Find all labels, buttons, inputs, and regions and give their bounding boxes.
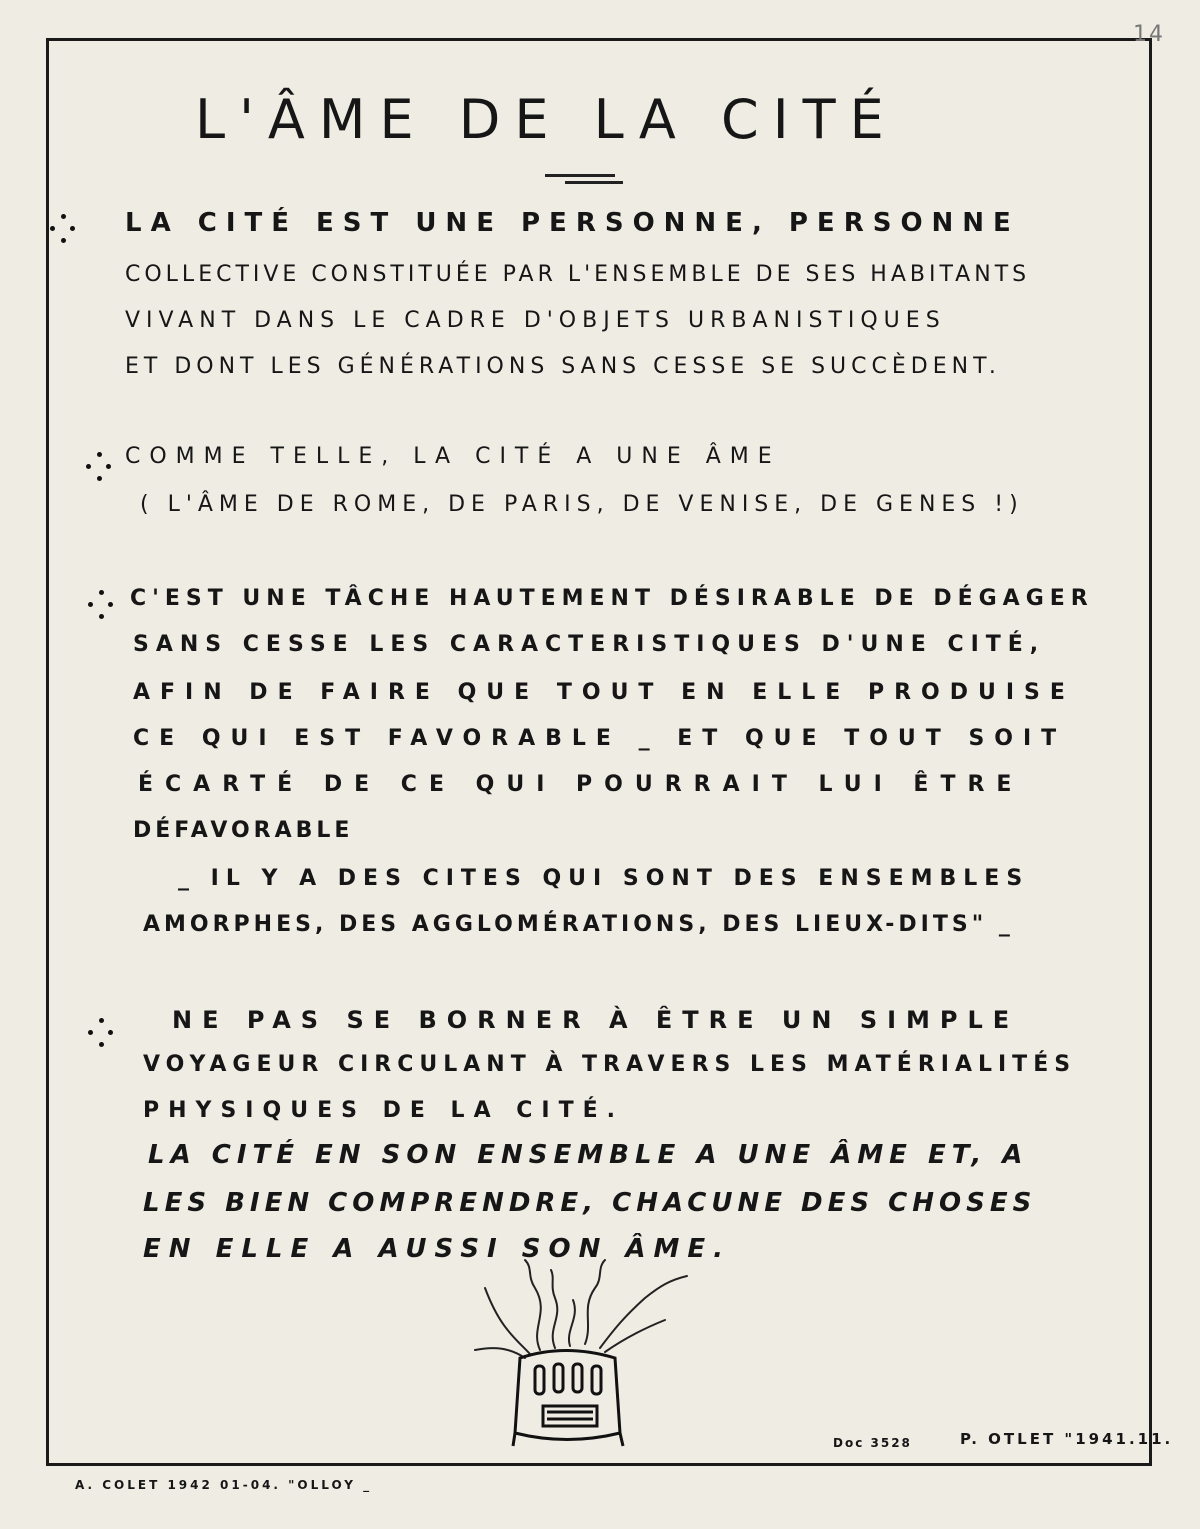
brazier-drawing bbox=[455, 1258, 705, 1448]
steam-line bbox=[605, 1320, 665, 1352]
dot-bullet-icon bbox=[88, 590, 118, 620]
text-line: ( L'ÂME DE ROME, DE PARIS, DE VENISE, DE GENES !) bbox=[140, 492, 1024, 517]
text-line: CE QUI EST FAVORABLE _ ET QUE TOUT SOIT bbox=[133, 726, 1067, 751]
text-line: LA CITÉ EN SON ENSEMBLE A UNE ÂME ET, A bbox=[148, 1140, 1029, 1170]
text-line: LES BIEN COMPRENDRE, CHACUNE DES CHOSES bbox=[143, 1188, 1037, 1218]
bottom-note: A. COLET 1942 01-04. "OLLOY _ bbox=[75, 1478, 373, 1492]
steam-line bbox=[600, 1276, 687, 1348]
signature: P. OTLET "1941.11. bbox=[960, 1430, 1174, 1448]
page-number: 14 bbox=[1133, 22, 1165, 47]
page-title: L'ÂME DE LA CITÉ bbox=[195, 88, 898, 151]
text-line: VOYAGEUR CIRCULANT À TRAVERS LES MATÉRIALITÉS bbox=[143, 1052, 1077, 1077]
dot-bullet-icon bbox=[50, 214, 80, 244]
text-line: AMORPHES, DES AGGLOMÉRATIONS, DES LIEUX-DITS" _ bbox=[143, 912, 1014, 937]
text-line: NE PAS SE BORNER À ÊTRE UN SIMPLE bbox=[172, 1006, 1020, 1034]
text-line: VIVANT DANS LE CADRE D'OBJETS URBANISTIQUES bbox=[125, 308, 946, 333]
text-line: LA CITÉ EST UNE PERSONNE, PERSONNE bbox=[125, 208, 1020, 238]
text-line: _ IL Y A DES CITES QUI SONT DES ENSEMBLES bbox=[178, 866, 1030, 891]
steam-line bbox=[585, 1260, 605, 1344]
text-line: EN ELLE A AUSSI SON ÂME. bbox=[143, 1234, 732, 1264]
steam-line bbox=[485, 1288, 530, 1354]
text-line: COLLECTIVE CONSTITUÉE PAR L'ENSEMBLE DE SES HABITANTS bbox=[125, 262, 1031, 287]
steam-line bbox=[525, 1260, 541, 1350]
dot-bullet-icon bbox=[88, 1018, 118, 1048]
text-line: AFIN DE FAIRE QUE TOUT EN ELLE PRODUISE bbox=[133, 680, 1075, 705]
steam-line bbox=[551, 1270, 557, 1348]
text-line: ÉCARTÉ DE CE QUI POURRAIT LUI ÊTRE bbox=[138, 772, 1024, 797]
dot-bullet-icon bbox=[86, 452, 116, 482]
title-underline bbox=[565, 181, 623, 184]
text-line: ET DONT LES GÉNÉRATIONS SANS CESSE SE SUCCÈDENT. bbox=[125, 354, 1001, 379]
text-line: COMME TELLE, LA CITÉ A UNE ÂME bbox=[125, 444, 781, 469]
title-underline bbox=[545, 174, 615, 177]
text-line: C'EST UNE TÂCHE HAUTEMENT DÉSIRABLE DE DÉGAGER bbox=[130, 586, 1094, 611]
doc-reference: Doc 3528 bbox=[833, 1436, 912, 1450]
steam-line bbox=[569, 1300, 575, 1346]
text-line: SANS CESSE LES CARACTERISTIQUES D'UNE CITÉ, bbox=[133, 632, 1046, 657]
text-line: DÉFAVORABLE bbox=[133, 818, 354, 843]
text-line: PHYSIQUES DE LA CITÉ. bbox=[143, 1098, 624, 1123]
stove-body bbox=[513, 1351, 623, 1447]
steam-line bbox=[475, 1348, 525, 1358]
